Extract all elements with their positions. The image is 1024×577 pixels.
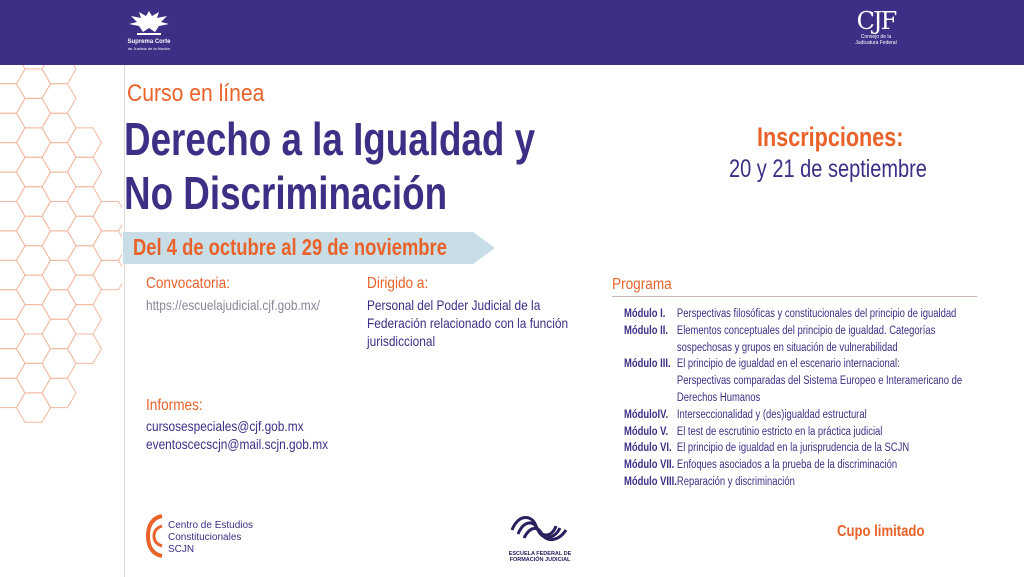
module-desc xyxy=(677,474,962,491)
hexagon-shape xyxy=(0,260,25,289)
module-desc-line: Elementos conceptuales del principio de igualdad. Categorías xyxy=(676,324,936,337)
hexagon-shape xyxy=(68,216,102,246)
hexagon-shape xyxy=(0,172,25,201)
hexagon-shape xyxy=(68,305,102,334)
programa-table xyxy=(624,306,962,491)
hexagon-shape xyxy=(17,334,51,363)
module-name: Módulo II. xyxy=(624,324,668,337)
module-desc xyxy=(677,424,962,441)
hexagon-shape xyxy=(42,319,76,348)
hexagon-shape xyxy=(42,231,76,261)
module-desc-line: El principio de igualdad en la jurisprudencia de la SCJN xyxy=(676,442,910,455)
module-row xyxy=(624,474,962,491)
hexagon-shape xyxy=(17,305,51,334)
module-desc-line: El test de escrutinio estricto en la práctica judicial xyxy=(676,425,883,438)
module-name: Módulo III. xyxy=(624,358,671,371)
hexagon-shape xyxy=(93,260,122,289)
dirigido-line: Federación relacionado con la función xyxy=(367,315,569,331)
module-desc-line: Reparación y discriminación xyxy=(676,475,795,488)
hexagon-shape xyxy=(0,319,25,348)
eff-logo-line1: ESCUELA FEDERAL DE xyxy=(508,551,572,557)
cjf-logo-mark: CJF xyxy=(856,7,896,35)
hexagon-shape xyxy=(17,98,51,128)
course-title-line1: Derecho a la Igualdad y xyxy=(124,113,536,165)
module-name: Módulo VI. xyxy=(624,442,672,455)
hexagon-shape xyxy=(17,363,51,393)
hexagon-shape xyxy=(42,84,76,114)
module-row xyxy=(624,407,962,424)
hexagon-shape xyxy=(17,187,51,216)
convocatoria-link[interactable]: https://escuelajudicial.cjf.gob.mx/ xyxy=(146,297,320,313)
module-row xyxy=(624,440,962,457)
module-desc-line: sospechosas y grupos en situación de vulnerabilidad xyxy=(676,341,898,354)
hexagon-shape xyxy=(0,349,25,379)
module-name: MóduloIV. xyxy=(624,408,669,421)
module-desc xyxy=(677,440,962,457)
cec-logo-icon xyxy=(146,512,166,560)
hexagon-shape xyxy=(0,65,25,84)
module-desc-line: El principio de igualdad en el escenario internacional: xyxy=(676,358,900,371)
hexagon-shape xyxy=(42,65,76,84)
dirigido-line: Personal del Poder Judicial de la xyxy=(367,297,541,313)
cupo-limitado: Cupo limitado xyxy=(837,523,925,540)
programa-label: Programa xyxy=(612,276,672,293)
module-desc xyxy=(677,457,962,474)
course-dates: Del 4 de octubre al 29 de noviembre xyxy=(133,234,447,260)
email-link[interactable]: cursosespeciales@cjf.gob.mx xyxy=(146,418,304,434)
hexagon-shape xyxy=(17,246,51,275)
dirigido-text xyxy=(367,296,568,350)
course-title xyxy=(124,112,535,220)
hexagon-shape xyxy=(42,349,76,379)
hexagon-shape xyxy=(0,231,25,261)
hexagon-shape xyxy=(42,202,76,231)
eff-logo-icon xyxy=(508,510,572,546)
hexagon-shape xyxy=(68,128,102,157)
module-desc-line: Interseccionalidad y (des)igualdad estructural xyxy=(676,408,867,421)
cjf-logo-line1: Consejo de la xyxy=(860,34,892,40)
hexagon-shape xyxy=(68,334,102,363)
module-row xyxy=(624,323,962,357)
hexagon-shape xyxy=(17,393,51,422)
dirigido-line: jurisdiccional xyxy=(367,333,436,349)
hexagon-shape xyxy=(42,143,76,173)
hexagon-pattern xyxy=(0,65,122,577)
eff-logo xyxy=(508,510,572,563)
module-desc xyxy=(677,306,962,323)
cjf-logo-line2: Judicatura Federal xyxy=(855,40,897,46)
hexagon-shape xyxy=(0,143,25,173)
hexagon-shape xyxy=(17,157,51,187)
hexagon-shape xyxy=(93,231,122,261)
cjf-logo xyxy=(845,8,907,46)
module-row xyxy=(624,306,962,323)
informes-emails xyxy=(146,417,328,453)
hexagon-shape xyxy=(17,275,51,305)
module-desc-line: Perspectivas filosóficas y constitucionales del principio de igualdad xyxy=(676,308,957,320)
module-desc-line: Perspectivas comparadas del Sistema Europeo e Interamericano de xyxy=(676,375,963,388)
registration-dates: 20 y 21 de septiembre xyxy=(729,155,927,183)
dirigido-label: Dirigido a: xyxy=(367,275,429,292)
hexagon-shape xyxy=(42,113,76,142)
hexagon-shape xyxy=(17,69,51,98)
module-desc xyxy=(677,323,962,357)
hexagon-shape xyxy=(17,128,51,157)
hexagon-shape xyxy=(42,378,76,407)
hexagon-shape xyxy=(68,275,102,305)
module-row xyxy=(624,356,962,406)
module-name: Módulo VIII. xyxy=(624,475,677,488)
hexagon-shape xyxy=(0,113,25,142)
module-row xyxy=(624,457,962,474)
convocatoria-label: Convocatoria: xyxy=(146,275,230,292)
hexagon-shape xyxy=(93,202,122,231)
email-link[interactable]: eventoscecscjn@mail.scjn.gob.mx xyxy=(146,436,329,452)
scjn-logo-line2: de Justicia de la Nación xyxy=(127,46,171,51)
cec-line: Constitucionales xyxy=(168,532,242,543)
registration-title: Inscripciones: xyxy=(757,122,904,152)
hexagon-shape xyxy=(0,290,25,320)
module-name: Módulo VII. xyxy=(624,459,675,472)
scjn-logo-line1: Suprema Corte xyxy=(127,39,171,45)
eagle-icon xyxy=(127,8,171,38)
cec-line: SCJN xyxy=(168,544,195,555)
hexagon-shape xyxy=(17,216,51,246)
module-desc-line: Derechos Humanos xyxy=(676,391,761,404)
hexagon-shape xyxy=(42,260,76,289)
module-name: Módulo I. xyxy=(624,308,666,320)
hexagon-shape xyxy=(68,157,102,187)
informes-label: Informes: xyxy=(146,397,203,414)
cec-logo-text xyxy=(168,520,253,556)
hexagon-shape xyxy=(42,290,76,320)
course-title-line2: No Discriminación xyxy=(124,167,448,219)
module-desc-line: Enfoques asociados a la prueba de la discriminación xyxy=(676,459,898,472)
module-desc xyxy=(677,356,962,406)
scjn-logo xyxy=(118,8,180,51)
course-kicker: Curso en línea xyxy=(127,80,265,107)
hexagon-shape xyxy=(0,202,25,231)
hexagon-shape xyxy=(42,172,76,201)
module-desc xyxy=(677,407,962,424)
programa-divider xyxy=(612,296,977,297)
module-name: Módulo V. xyxy=(624,425,669,438)
hexagon-shape xyxy=(68,187,102,216)
eff-logo-line2: FORMACIÓN JUDICIAL xyxy=(509,557,571,563)
hexagon-shape xyxy=(0,378,25,407)
module-row xyxy=(624,424,962,441)
cec-line: Centro de Estudios xyxy=(168,520,254,531)
hexagon-shape xyxy=(0,84,25,114)
hexagon-shape xyxy=(68,246,102,275)
